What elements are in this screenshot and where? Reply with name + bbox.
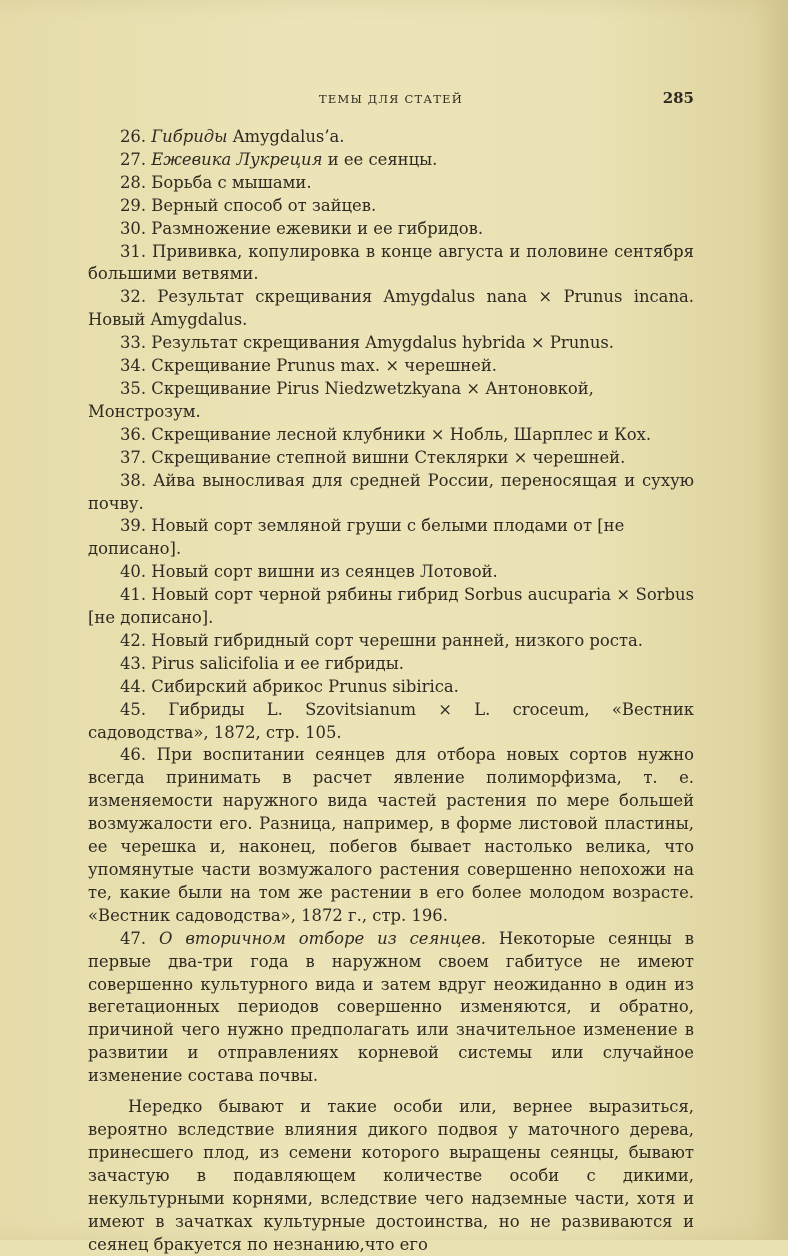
list-item-38: 38. Айва выносливая для средней России, переносящая и сухую почву. — [88, 470, 694, 513]
running-title: ТЕМЫ ДЛЯ СТАТЕЙ — [319, 92, 463, 106]
list-item-46: 46. При воспитании сеянцев для отбора новых сортов нужно всегда принимать в расчет явление полиморфизма, т. е. изменяемости наружного вида частей растения по мере большей возмужалости его. Разница, например, в форме листовой пластины, ее черешка и, наконец, побегов бывает настолько велика, что упомянутые части возмужалого растения совершенно непохожи на те, какие были на том же растении в его более молодом возрасте. «Вестник садоводства», 1872 г., стр. 196. — [88, 745, 694, 925]
list-item-34: 34. Скрещивание Prunus max. × черешней. — [120, 356, 497, 376]
list-item-37: 37. Скрещивание степной вишни Стеклярки × черешней. — [120, 447, 626, 467]
list-item-44: 44. Сибирский абрикос Prunus sibirica. — [120, 676, 459, 696]
list-item-41: 41. Новый сорт черной рябины гибрид Sorbus aucuparia × Sorbus [не дописано]. — [88, 585, 694, 628]
list-item-26: 26. Гибриды Amygdalus’a. — [120, 127, 345, 146]
list-item-45: 45. Гибриды L. Szovitsianum × L. croceum, «Вестник садоводства», 1872, стр. 105. — [88, 699, 694, 742]
list-item-33: 33. Результат скрещивания Amygdalus hybrida × Prunus. — [120, 333, 615, 353]
list-item-39: 39. Новый сорт земляной груши с белыми плодами от [не дописано]. — [88, 516, 625, 559]
list-item-32: 32. Результат скрещивания Amygdalus nana × Prunus incana. Новый Amygdalus. — [88, 287, 694, 330]
list-item-31: 31. Прививка, копулировка в конце августа и половине сентября большими ветвями. — [88, 241, 694, 284]
list-item-27: 27. Ежевика Лукреция и ее сеянцы. — [120, 149, 438, 169]
list-item-40: 40. Новый сорт вишни из сеянцев Лотовой. — [120, 562, 498, 582]
body-paragraph: Нередко бывают и такие особи или, вернее выразиться, вероятно вследствие влияния дикого подвоя у маточного дерева, принесшего плод, из семени которого выращены сеянцы, бывают зачастую в подавляющем количестве особи с дикими, некультурными корнями, вследствие чего надземные части, хотя и имеют в зачатках культурные достоинства, но не развиваются и сеянец бракуется по незнанию,что его — [88, 1097, 694, 1254]
list-item-29: 29. Верный способ от зайцев. — [120, 195, 377, 215]
list-item-28: 28. Борьба с мышами. — [120, 172, 312, 192]
list-item-43: 43. Pirus salicifolia и ее гибриды. — [120, 653, 404, 673]
page-header — [88, 89, 694, 112]
list-item-35: 35. Скрещивание Pirus Niedzwetzkyana × Антоновкой, Монстрозум. — [88, 378, 594, 421]
list-item-30: 30. Размножение ежевики и ее гибридов. — [120, 218, 484, 238]
page-number: 285 — [662, 89, 694, 107]
list-item-36: 36. Скрещивание лесной клубники × Нобль, Шарплес и Кох. — [120, 424, 652, 444]
page-body — [88, 126, 694, 1256]
list-item-47: 47. О вторичном отборе из сеянцев. Некоторые сеянцы в первые два-три года в наружном своем габитусе не имеют совершенно культурного вида и затем вдруг неожиданно в один из вегетационных периодов совершенно изменяются, и обратно, причиной чего нужно предполагать или значительное изменение в развитии и отправлениях корневой системы или случайное изменение состава почвы. — [88, 928, 694, 1086]
list-item-42: 42. Новый гибридный сорт черешни ранней, низкого роста. — [120, 630, 644, 650]
